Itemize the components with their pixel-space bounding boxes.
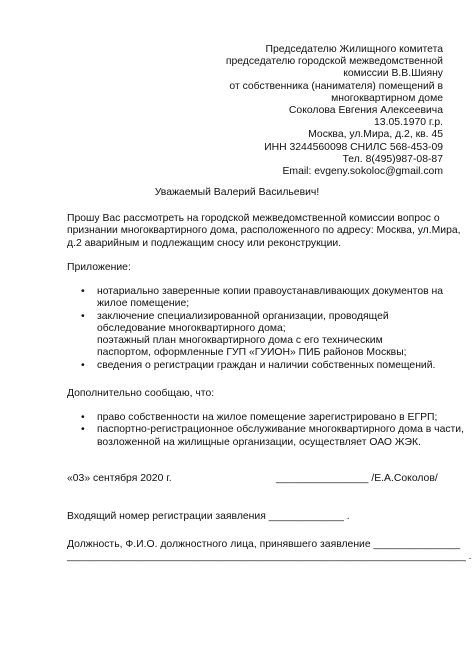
- list-item-line: возложенной на жилищные организации, осуществляет ОАО ЖЭК.: [97, 436, 421, 448]
- signature-line: ________________ /Е.А.Соколов/: [276, 473, 438, 484]
- sender-line: от собственника (нанимателя) помещений в: [229, 80, 443, 92]
- sender-name: Соколова Евгения Алексеевича: [288, 105, 443, 117]
- list-item-line: заключение специализированной организации, проводящей: [97, 310, 389, 322]
- additional-label: Дополнительно сообщаю, что:: [67, 388, 215, 399]
- bullet-icon: •: [81, 412, 85, 423]
- request-line: признании многоквартирного дома, расположенного по адресу: Москва, ул.Мира,: [67, 225, 461, 237]
- official-field: Должность, Ф.И.О. должностного лица, принявшего заявление _______________: [67, 539, 461, 550]
- list-item-line: жилое помещение;: [97, 298, 190, 310]
- sender-line: многоквартирном доме: [331, 92, 443, 104]
- attachments-label: Приложение:: [67, 262, 131, 273]
- bullet-icon: •: [81, 286, 85, 297]
- attachments-list: [67, 286, 444, 372]
- bullet-icon: •: [81, 359, 85, 371]
- bullet-icon: •: [81, 424, 85, 436]
- sender-email: Email: evgeny.sokoloc@gmail.com: [282, 166, 443, 178]
- list-item-line: нотариально заверенные копии правоустанавливающих документов на: [97, 286, 444, 297]
- list-item: [67, 424, 464, 449]
- sender-birthdate: 13.05.1970 г.р.: [374, 117, 443, 129]
- request-paragraph: [67, 213, 461, 250]
- signature-date: «03» сентября 2020 г.: [67, 473, 172, 484]
- greeting: Уважаемый Валерий Васильевич!: [154, 187, 320, 198]
- list-item-line: право собственности на жилое помещение зарегистрировано в ЕГРП;: [97, 412, 438, 423]
- bullet-icon: •: [81, 310, 85, 322]
- addressee-line: Председателю Жилищного комитета: [265, 44, 443, 55]
- list-item-line: паспортом, оформленные ГУП «ГУИОН» ПИБ районов Москвы;: [97, 347, 407, 359]
- addressee-block: [226, 44, 443, 178]
- list-item-line: паспортно-регистрационное обслуживание многоквартирного дома в части,: [97, 424, 464, 436]
- addressee-line: председателю городской межведомственной: [225, 56, 443, 68]
- list-item: [67, 360, 437, 372]
- registration-number-field: Входящий номер регистрации заявления _____________ .: [67, 511, 350, 522]
- list-item-line: сведения о регистрации граждан и наличии собственных помещений.: [97, 359, 436, 371]
- list-item: [67, 311, 437, 360]
- list-item: [67, 412, 437, 424]
- additional-list: [67, 412, 464, 449]
- official-field-continuation: _____________________________________________________________________ .: [67, 551, 472, 562]
- list-item-line: обследование многоквартирного дома;: [97, 322, 286, 334]
- list-item-line: поэтажный план многоквартирного дома с его техническим: [97, 335, 383, 347]
- list-item: [67, 286, 444, 311]
- sender-address: Москва, ул.Мира, д.2, кв. 45: [308, 129, 443, 141]
- addressee-line: комиссии В.В.Шияну: [343, 68, 443, 80]
- sender-phone: Тел. 8(495)987-08-87: [342, 153, 443, 165]
- sender-ids: ИНН 3244560098 СНИЛС 568-453-09: [264, 141, 443, 153]
- request-line: Прошу Вас рассмотреть на городской межведомственной комиссии вопрос о: [67, 213, 440, 224]
- request-line: д.2 аварийным и подлежащим сносу или реконструкции.: [67, 237, 342, 249]
